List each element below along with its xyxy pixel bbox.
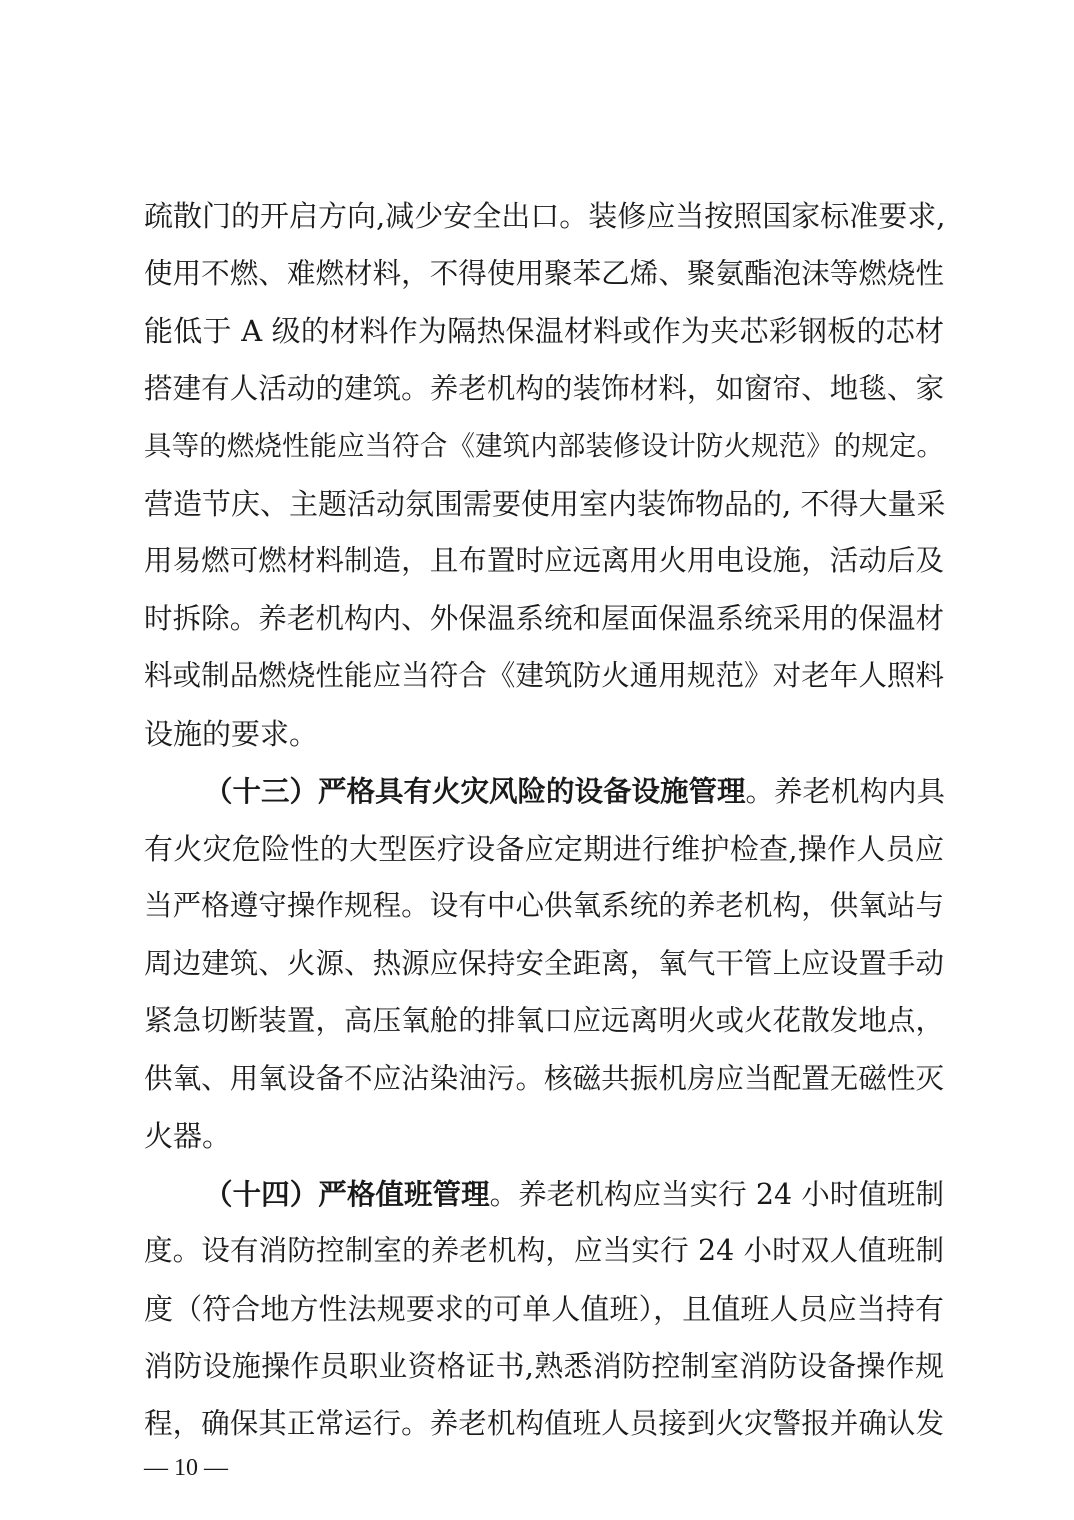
body-text-line: 程，确保其正常运行。养老机构值班人员接到火灾警报并确认发 <box>144 1407 944 1440</box>
body-text-line: 度（符合地方性法规要求的可单人值班），且值班人员应当持有 <box>144 1292 944 1326</box>
body-text-line: 火器。 <box>144 1119 232 1153</box>
body-text-line: 供氧、用氧设备不应沾染油污。核磁共振机房应当配置无磁性灭 <box>144 1062 944 1095</box>
body-text-line: 具等的燃烧性能应当符合《建筑内部装修设计防火规范》的规定。 <box>144 430 944 462</box>
body-text-line: 营造节庆、主题活动氛围需要使用室内装饰物品的, 不得大量采 <box>144 487 946 521</box>
body-text-line: 疏散门的开启方向,减少安全出口。装修应当按照国家标准要求, <box>144 199 946 233</box>
body-text-line: 料或制品燃烧性能应当符合《建筑防火通用规范》对老年人照料 <box>144 659 944 692</box>
body-text-line: 时拆除。养老机构内、外保温系统和屋面保温系统采用的保温材 <box>144 602 944 635</box>
page-number: — 10 — <box>144 1455 228 1481</box>
body-text-line: 有火灾危险性的大型医疗设备应定期进行维护检查,操作人员应 <box>144 832 944 866</box>
body-text-line: 设施的要求。 <box>144 717 319 751</box>
section-first-line <box>204 771 944 811</box>
body-text-line: 度。设有消防控制室的养老机构，应当实行 24 小时双人值班制 <box>144 1234 944 1267</box>
body-text-line: 用易燃可燃材料制造，且布置时应远离用火用电设施，活动后及 <box>144 544 944 577</box>
section-first-line-text: 。养老机构内具 <box>745 775 946 808</box>
body-text-line: 消防设施操作员职业资格证书,熟悉消防控制室消防设备操作规 <box>144 1349 944 1383</box>
body-text-line: 能低于 A 级的材料作为隔热保温材料或作为夹芯彩钢板的芯材 <box>144 314 944 348</box>
section-heading-14: （十四）严格值班管理 <box>204 1177 490 1211</box>
body-text-line: 使用不燃、难燃材料，不得使用聚苯乙烯、聚氨酯泡沫等燃烧性 <box>144 257 944 290</box>
section-first-line-text: 。养老机构应当实行 24 小时值班制 <box>489 1178 944 1211</box>
body-text-line: 紧急切断装置，高压氧舱的排氧口应远离明火或火花散发地点， <box>144 1004 944 1037</box>
body-text-line: 当严格遵守操作规程。设有中心供氧系统的养老机构，供氧站与 <box>144 889 944 922</box>
section-first-line <box>204 1174 944 1214</box>
body-text-line: 周边建筑、火源、热源应保持安全距离，氧气干管上应设置手动 <box>144 947 944 980</box>
body-text-line: 搭建有人活动的建筑。养老机构的装饰材料，如窗帘、地毯、家 <box>144 372 944 405</box>
section-heading-13: （十三）严格具有火灾风险的设备设施管理 <box>204 774 746 808</box>
